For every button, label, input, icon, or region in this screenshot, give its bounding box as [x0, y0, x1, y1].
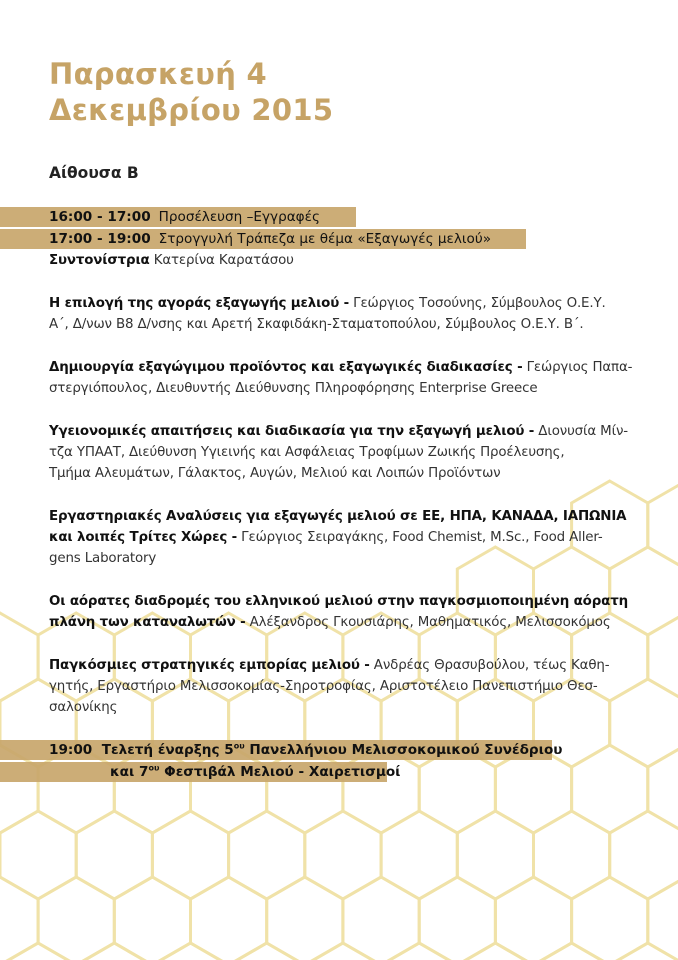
talk-3-details-2: Τμήμα Αλευμάτων, Γάλακτος, Αυγών, Μελιού και Λοιπών Προϊόντων: [49, 466, 501, 481]
talk-4-speaker: Γεώργιος Σειραγάκης, Food Chemist, M.Sc., Food Aller-: [237, 530, 603, 545]
talk-1-line-1: [49, 293, 606, 314]
arrival-time: 16:00 - 17:00: [49, 209, 151, 225]
hall-label: Αίθουσα Β: [49, 164, 139, 182]
talk-4-details: gens Laboratory: [49, 551, 157, 566]
talk-2-line-1: [49, 357, 632, 378]
talk-4-title-2: και λοιπές Τρίτες Χώρες -: [49, 530, 238, 545]
ceremony-time: 19:00: [49, 742, 93, 758]
ceremony-sup-2: ου: [148, 763, 160, 773]
talk-3-line-2: [49, 442, 564, 463]
talk-5-line-1: [49, 591, 628, 612]
talk-6-line-1: [49, 655, 609, 676]
ceremony-text-2-pre: και 7: [110, 764, 149, 780]
talk-6-details-1: γητής, Εργαστήριο Μελισσοκομίας-Σηροτροφίας, Αριστοτέλειο Πανεπιστήμιο Θεσ-: [49, 679, 598, 694]
talk-5-title-2: πλάνη των καταναλωτών -: [49, 615, 246, 630]
talk-1-speaker: Γεώργιος Τοσούνης, Σύμβουλος Ο.Ε.Υ.: [349, 296, 606, 311]
talk-2-details: στεργιόπουλος, Διευθυντής Διεύθυνσης Πληροφόρησης Enterprise Greece: [49, 381, 538, 396]
moderator-name: Κατερίνα Καρατάσου: [153, 253, 294, 268]
ceremony-text-2-post: Φεστιβάλ Μελιού - Χαιρετισμοί: [159, 764, 401, 780]
talk-2-speaker: Γεώργιος Παπα-: [522, 360, 633, 375]
ceremony-text-1-pre: Τελετή έναρξης 5: [101, 742, 234, 758]
page-title-date: Δεκεμβρίου 2015: [49, 93, 334, 127]
ceremony-text-1-post: Πανελλήνιου Μελισσοκομικού Συνέδριου: [244, 742, 563, 758]
page-title: [49, 56, 333, 128]
talk-5-line-2: [49, 612, 611, 633]
moderator-line: [49, 250, 294, 271]
talk-6-line-2: [49, 676, 598, 697]
roundtable-time: 17:00 - 19:00: [49, 231, 151, 247]
talk-5-title-1: Οι αόρατες διαδρομές του ελληνικού μελιού στην παγκοσμιοποιημένη αόρατη: [49, 594, 628, 609]
talk-3-speaker: Διονυσία Μίν-: [534, 424, 628, 439]
talk-6-line-3: [49, 697, 117, 718]
talk-6-title: Παγκόσμιες στρατηγικές εμπορίας μελιού -: [49, 658, 370, 673]
ceremony-line-1: [49, 740, 562, 760]
roundtable-entry: [49, 229, 491, 249]
roundtable-text: Στρογγυλή Τράπεζα με θέμα «Εξαγωγές μελιού»: [158, 231, 492, 247]
talk-3-details-1: τζα ΥΠΑΑΤ, Διεύθυνση Υγιεινής και Ασφάλειας Τροφίμων Ζωικής Προέλευσης,: [49, 445, 565, 460]
talk-3-title: Υγειονομικές απαιτήσεις και διαδικασία για την εξαγωγή μελιού -: [49, 424, 535, 439]
talk-2-title: Δημιουργία εξαγώγιμου προϊόντος και εξαγωγικές διαδικασίες -: [49, 360, 523, 375]
talk-4-line-3: [49, 548, 156, 569]
talk-2-line-2: [49, 378, 537, 399]
ceremony-line-2: [110, 762, 400, 782]
talk-3-line-1: [49, 421, 628, 442]
moderator-label: Συντονίστρια: [49, 253, 150, 268]
arrival-entry: [49, 207, 320, 227]
talk-4-line-1: [49, 506, 626, 527]
talk-1-line-2: [49, 314, 584, 335]
talk-5-speaker: Αλέξανδρος Γκουσιάρης, Μαθηματικός, Μελισσοκόμος: [245, 615, 611, 630]
talk-4-title-1: Εργαστηριακές Αναλύσεις για εξαγωγές μελιού σε ΕΕ, ΗΠΑ, ΚΑΝΑΔΑ, ΙΑΠΩΝΙΑ: [49, 509, 627, 524]
talk-6-speaker: Ανδρέας Θρασυβούλου, τέως Καθη-: [369, 658, 610, 673]
ceremony-sup-1: ου: [233, 741, 245, 751]
talk-4-line-2: [49, 527, 603, 548]
arrival-text: Προσέλευση –Εγγραφές: [158, 209, 320, 225]
page-title-day: Παρασκευή 4: [49, 57, 268, 91]
talk-1-details: Α΄, Δ/νων Β8 Δ/νσης και Αρετή Σκαφιδάκη-Σταματοπούλου, Σύμβουλος Ο.Ε.Υ. Β΄.: [49, 317, 584, 332]
talk-1-title: Η επιλογή της αγοράς εξαγωγής μελιού -: [49, 296, 350, 311]
talk-3-line-3: [49, 463, 501, 484]
talk-6-details-2: σαλονίκης: [49, 700, 118, 715]
